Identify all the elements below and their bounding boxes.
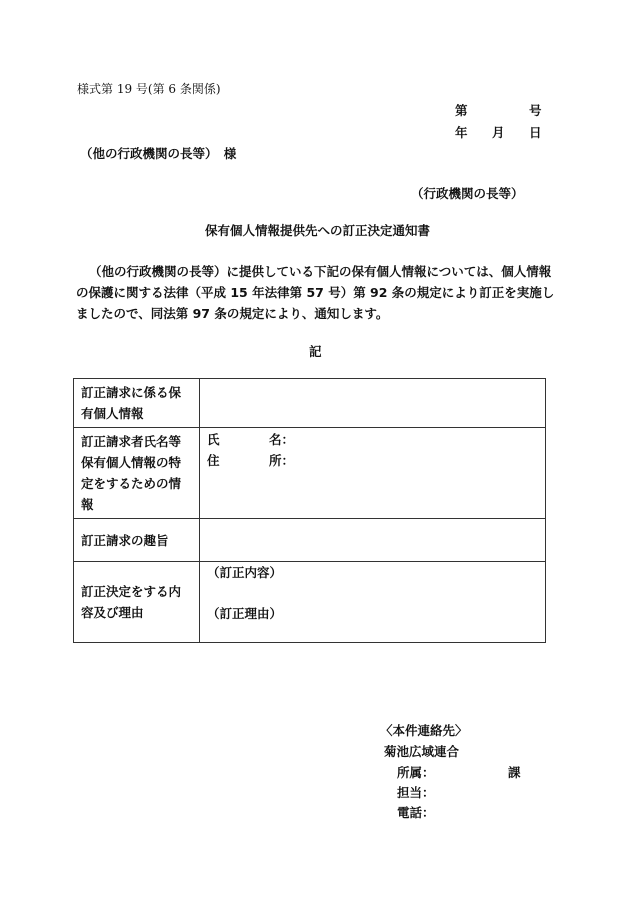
table-row — [74, 428, 546, 519]
value-requester-identification — [200, 428, 546, 519]
name-key-1: 氏 — [207, 432, 220, 447]
contact-department-suffix: 課 — [508, 765, 521, 780]
table-row — [74, 519, 546, 562]
name-key-2: 名： — [269, 432, 295, 447]
name-line — [207, 429, 538, 450]
table-row — [74, 562, 546, 643]
value-requested-info — [200, 379, 546, 428]
body-text: （他の行政機関の長等）に提供している下記の保有個人情報については、個人情報の保護に関する法律（平成 15 年法律第 57 号）第 92 条の規定により訂正を実施しましたので、同法第 97 条の規定により、通知します。 — [76, 264, 555, 321]
form-number: 様式第 19 号(第 6 条関係) — [77, 82, 221, 96]
label-request-purpose: 訂正請求の趣旨 — [74, 519, 200, 562]
correction-content-label: （訂正内容） — [207, 565, 283, 580]
date-year: 年 — [455, 125, 468, 140]
label-decision-content: 訂正決定をする内容及び理由 — [74, 562, 200, 643]
sender: （行政機関の長等） — [411, 186, 524, 201]
addressee: （他の行政機関の長等） 様 — [80, 146, 237, 161]
body-paragraph — [76, 261, 556, 324]
contact-department-label: 所属： — [397, 765, 435, 780]
doc-number-prefix: 第 — [455, 103, 468, 118]
contact-person-label: 担当： — [397, 785, 435, 800]
label-requester-identification: 訂正請求者氏名等保有個人情報の特定をするための情報 — [74, 428, 200, 519]
label-requested-info: 訂正請求に係る保有個人情報 — [74, 379, 200, 428]
correction-table — [73, 378, 546, 643]
ki-marker: 記 — [309, 344, 322, 359]
date-month: 月 — [492, 125, 505, 140]
date-day: 日 — [529, 125, 542, 140]
contact-heading: 〈本件連絡先〉 — [380, 723, 468, 738]
address-key-2: 所： — [269, 453, 295, 468]
contact-organization: 菊池広域連合 — [384, 744, 460, 759]
correction-reason-label: （訂正理由） — [207, 606, 283, 621]
value-request-purpose — [200, 519, 546, 562]
address-line — [207, 450, 538, 471]
table-row — [74, 379, 546, 428]
address-key-1: 住 — [207, 453, 220, 468]
doc-number-suffix: 号 — [529, 103, 542, 118]
document-title: 保有個人情報提供先への訂正決定通知書 — [205, 223, 431, 238]
contact-phone-label: 電話： — [397, 805, 435, 820]
value-decision-content — [200, 562, 546, 643]
